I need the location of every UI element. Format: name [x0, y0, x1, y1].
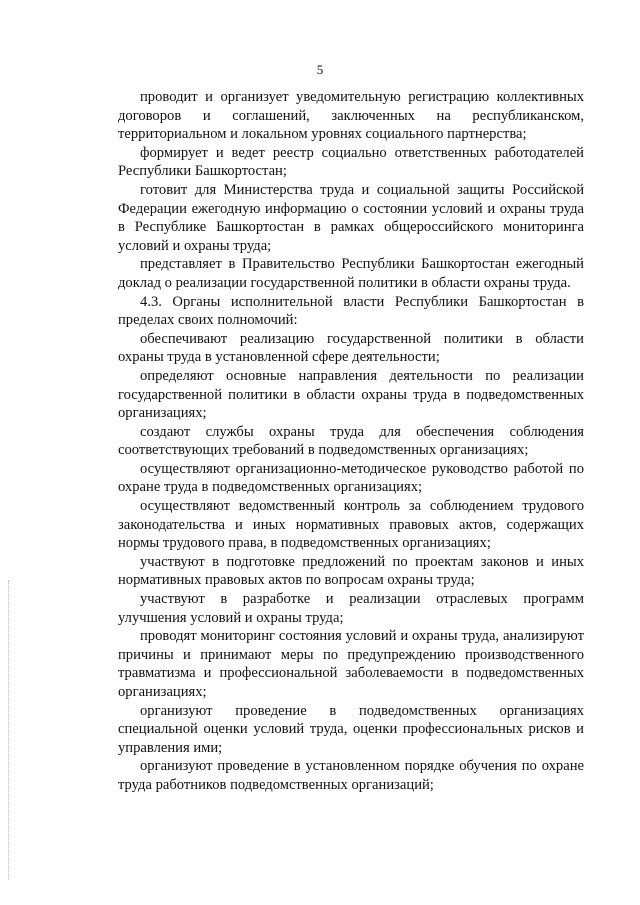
- paragraph: осуществляют организационно-методическое руководство работой по охране труда в подведомственных организациях;: [118, 460, 584, 496]
- paragraph: представляет в Правительство Республики Башкортостан ежегодный доклад о реализации государственной политики в области охраны труда.: [118, 256, 584, 291]
- paragraph: участвуют в разработке и реализации отраслевых программ улучшения условий и охраны труда;: [118, 591, 584, 626]
- paragraph: участвуют в подготовке предложений по проектам законов и иных нормативных правовых актов по вопросам охраны труда;: [118, 553, 584, 589]
- paragraph: формирует и ведет реестр социально ответственных работодателей Республики Башкортостан;: [118, 144, 584, 180]
- paragraph: организуют проведение в установленном порядке обучения по охране труда работников подведомственных организаций;: [118, 758, 584, 793]
- section-heading-paragraph: 4.3. Органы исполнительной власти Республики Башкортостан в пределах своих полномочий:: [118, 293, 584, 329]
- paragraph: создают службы охраны труда для обеспечения соблюдения соответствующих требований в подведомственных организациях;: [118, 423, 584, 459]
- body-text: [118, 88, 584, 795]
- paragraph: проводят мониторинг состояния условий и охраны труда, анализируют причины и принимают меры по предупреждению производственного травматизма и профессиональной заболеваемости в подведомственных организациях;: [118, 628, 584, 700]
- paragraph: готовит для Министерства труда и социальной защиты Российской Федерации ежегодную информацию о состоянии условий и охраны труда в Республике Башкортостан в рамках общероссийского мониторинга условий и охраны труда;: [118, 181, 584, 254]
- paragraph: организуют проведение в подведомственных организациях специальной оценки условий труда, оценки профессиональных рисков и управления ими;: [118, 702, 584, 756]
- scan-margin-marks: [8, 580, 13, 880]
- page-number: 5: [316, 62, 324, 77]
- paragraph: определяют основные направления деятельности по реализации государственной политики в области охраны труда в подведомственных организациях;: [118, 367, 584, 422]
- paragraph: проводит и организует уведомительную регистрацию коллективных договоров и соглашений, заключенных на республиканском, территориальном и локальном уровнях социального партнерства;: [118, 89, 584, 143]
- paragraph: осуществляют ведомственный контроль за соблюдением трудового законодательства и иных нормативных правовых актов, содержащих нормы трудового права, в подведомственных организациях;: [118, 498, 584, 552]
- paragraph: обеспечивают реализацию государственной политики в области охраны труда в установленной сфере деятельности;: [118, 330, 584, 366]
